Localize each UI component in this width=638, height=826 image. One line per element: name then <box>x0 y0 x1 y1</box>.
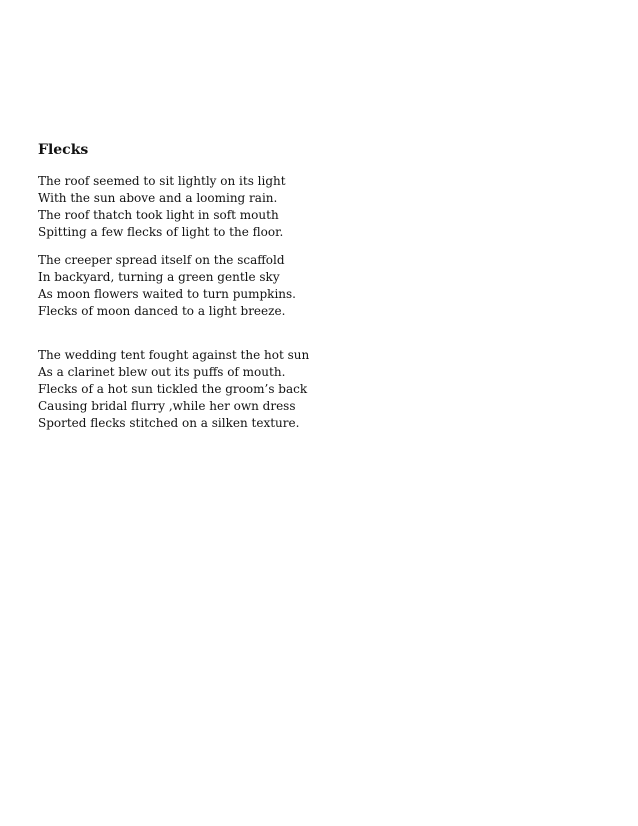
poem <box>38 141 598 432</box>
poem-line: As moon flowers waited to turn pumpkins. <box>38 287 296 301</box>
poem-line: Spitting a few flecks of light to the floor. <box>38 225 284 239</box>
poem-line: In backyard, turning a green gentle sky <box>38 270 280 284</box>
poem-line: The roof thatch took light in soft mouth <box>38 208 279 222</box>
poem-line: As a clarinet blew out its puffs of mouth. <box>38 365 286 379</box>
poem-line: The wedding tent fought against the hot sun <box>38 348 310 362</box>
poem-title: Flecks <box>38 142 89 158</box>
poem-line: The creeper spread itself on the scaffold <box>38 253 285 267</box>
stanza-1 <box>38 173 598 241</box>
stanza-2 <box>38 252 598 320</box>
poem-line: Flecks of a hot sun tickled the groom’s back <box>38 382 308 396</box>
poem-line: Flecks of moon danced to a light breeze. <box>38 304 286 318</box>
poem-line: Sported flecks stitched on a silken texture. <box>38 416 300 430</box>
poem-line: With the sun above and a looming rain. <box>38 191 278 205</box>
stanza-3 <box>38 347 598 432</box>
poem-line: Causing bridal flurry ,while her own dress <box>38 399 296 413</box>
poem-line: The roof seemed to sit lightly on its light <box>38 174 286 188</box>
